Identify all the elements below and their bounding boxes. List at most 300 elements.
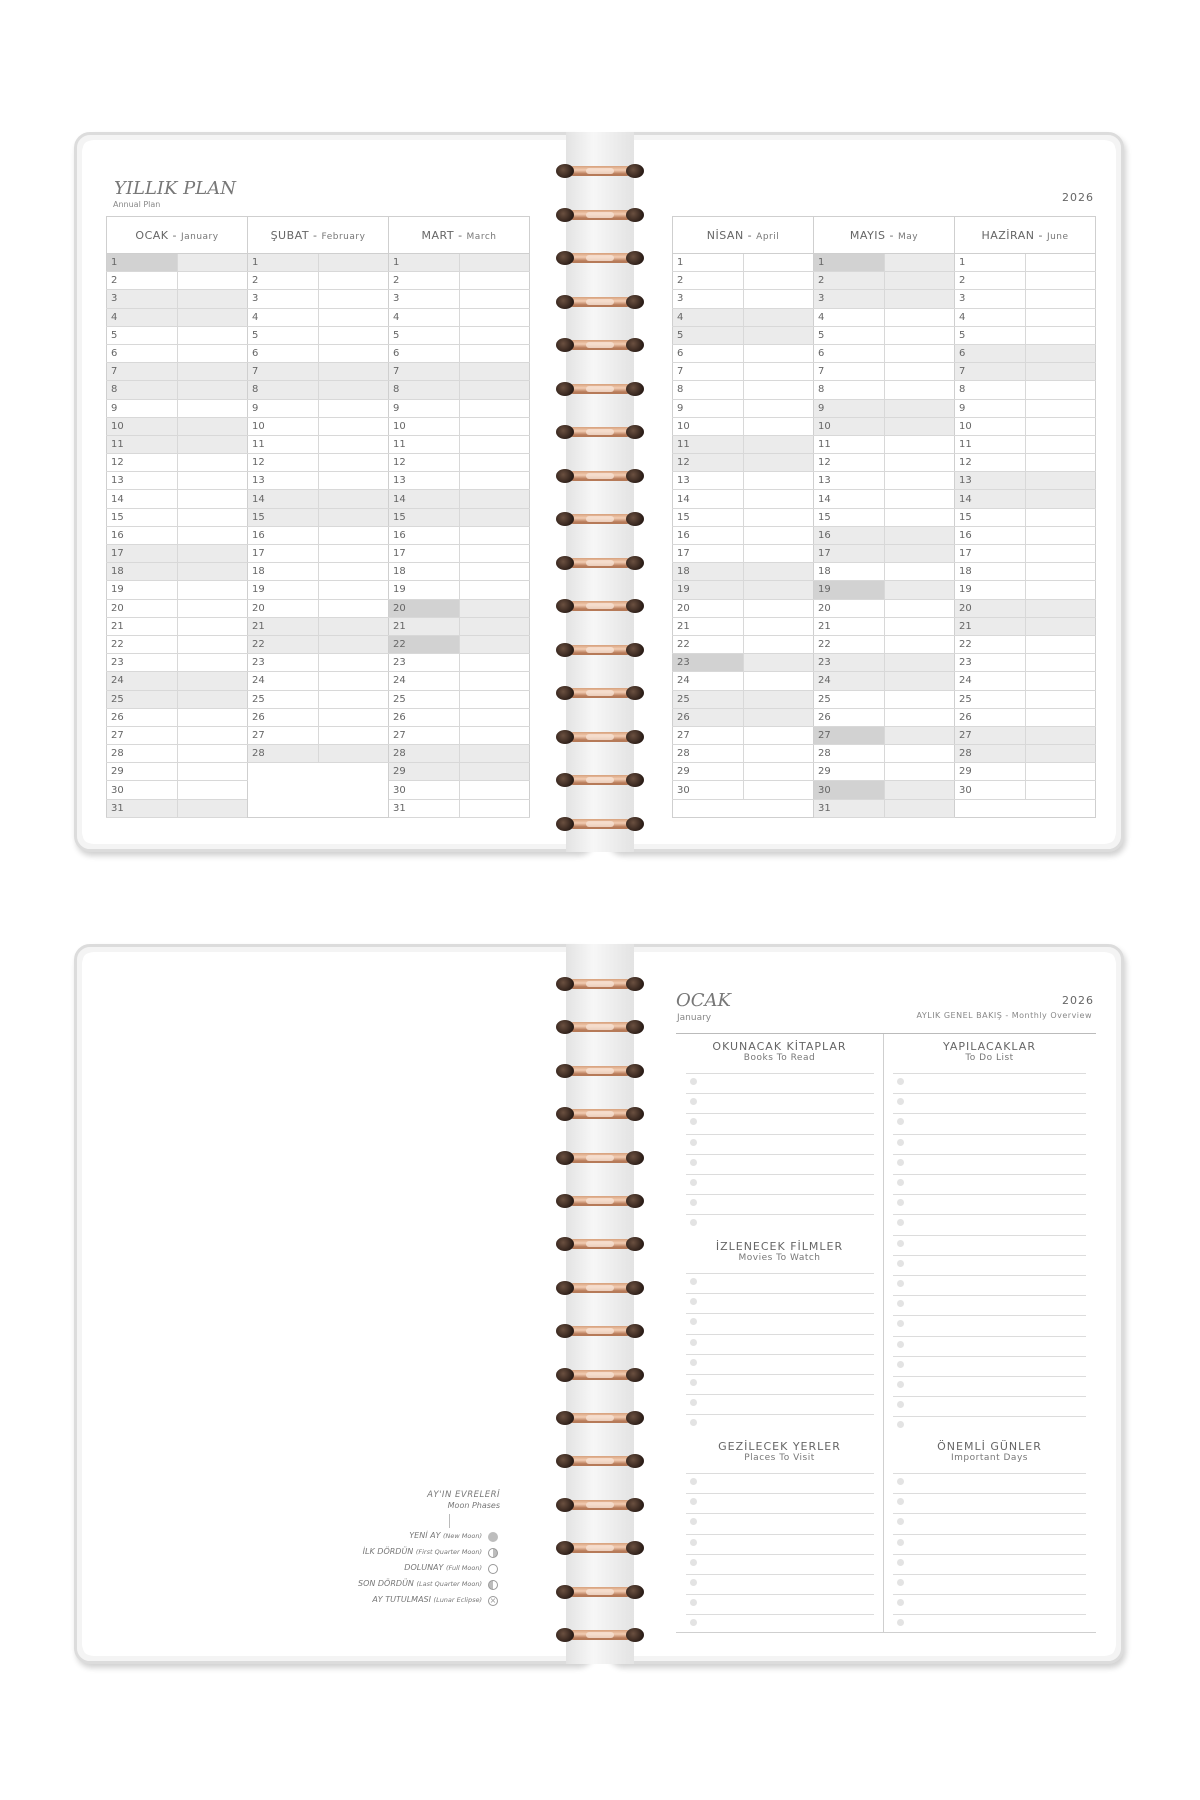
day-cell[interactable] — [459, 381, 530, 399]
day-cell[interactable] — [884, 272, 955, 290]
day-cell[interactable] — [884, 435, 955, 453]
day-cell[interactable] — [743, 581, 814, 599]
day-number: 19 — [389, 581, 460, 599]
day-number: 1 — [107, 254, 178, 272]
day-cell[interactable] — [459, 672, 530, 690]
day-cell[interactable] — [1025, 308, 1096, 326]
day-cell[interactable] — [459, 617, 530, 635]
day-number: 13 — [673, 472, 744, 490]
day-cell[interactable] — [318, 690, 389, 708]
binding-ring — [556, 1539, 644, 1557]
writing-line[interactable] — [686, 1394, 874, 1395]
day-cell[interactable] — [177, 635, 248, 653]
binding-ring — [556, 975, 644, 993]
month-name-tr: MAYIS — [849, 228, 886, 242]
day-cell[interactable] — [1025, 763, 1096, 781]
writing-line[interactable] — [893, 1093, 1086, 1094]
bottom-rule — [676, 1632, 1096, 1633]
section-title: GEZİLECEK YERLER — [718, 1440, 841, 1453]
day-number: 12 — [814, 454, 885, 472]
day-number: 1 — [389, 254, 460, 272]
day-cell[interactable] — [177, 454, 248, 472]
day-cell[interactable] — [177, 290, 248, 308]
writing-line[interactable] — [893, 1134, 1086, 1135]
day-cell[interactable] — [177, 381, 248, 399]
day-cell[interactable] — [459, 508, 530, 526]
writing-line[interactable] — [686, 1093, 874, 1094]
writing-line[interactable] — [686, 1493, 874, 1494]
section-subtitle: Important Days — [951, 1453, 1028, 1463]
day-number: 4 — [673, 308, 744, 326]
writing-line[interactable] — [893, 1614, 1086, 1615]
day-cell[interactable] — [318, 272, 389, 290]
day-cell[interactable] — [459, 726, 530, 744]
day-cell[interactable] — [743, 690, 814, 708]
day-cell[interactable] — [459, 308, 530, 326]
writing-line[interactable] — [686, 1134, 874, 1135]
day-cell[interactable] — [177, 708, 248, 726]
day-number: 26 — [673, 708, 744, 726]
day-cell[interactable] — [884, 708, 955, 726]
day-cell[interactable] — [743, 381, 814, 399]
day-cell[interactable] — [743, 344, 814, 362]
day-cell[interactable] — [318, 581, 389, 599]
day-cell[interactable] — [884, 381, 955, 399]
binding-ring — [556, 554, 644, 572]
day-cell[interactable] — [743, 599, 814, 617]
writing-line[interactable] — [893, 1275, 1086, 1276]
day-cell[interactable] — [1025, 745, 1096, 763]
to-do-list-heading — [883, 1040, 1096, 1063]
day-cell[interactable] — [743, 326, 814, 344]
day-cell[interactable] — [884, 672, 955, 690]
day-cell[interactable] — [459, 326, 530, 344]
day-cell[interactable] — [459, 799, 530, 817]
day-cell[interactable] — [1025, 344, 1096, 362]
day-cell[interactable] — [459, 690, 530, 708]
writing-line[interactable] — [686, 1513, 874, 1514]
day-cell[interactable] — [1025, 526, 1096, 544]
day-cell[interactable] — [177, 490, 248, 508]
day-cell[interactable] — [318, 745, 389, 763]
day-cell[interactable] — [884, 490, 955, 508]
day-number: 31 — [389, 799, 460, 817]
day-cell[interactable] — [884, 763, 955, 781]
day-cell[interactable] — [884, 508, 955, 526]
day-cell[interactable] — [177, 672, 248, 690]
day-cell[interactable] — [743, 290, 814, 308]
day-cell[interactable] — [459, 399, 530, 417]
day-cell[interactable] — [743, 763, 814, 781]
day-cell[interactable] — [743, 254, 814, 272]
year-label: 2026 — [1062, 191, 1094, 204]
day-cell[interactable] — [318, 381, 389, 399]
day-number: 5 — [389, 326, 460, 344]
day-number: 3 — [248, 290, 319, 308]
day-cell[interactable] — [318, 344, 389, 362]
day-cell[interactable] — [884, 472, 955, 490]
day-cell[interactable] — [318, 563, 389, 581]
writing-line[interactable] — [893, 1574, 1086, 1575]
day-cell[interactable] — [1025, 672, 1096, 690]
writing-line[interactable] — [686, 1534, 874, 1535]
writing-line[interactable] — [893, 1396, 1086, 1397]
day-cell[interactable] — [459, 745, 530, 763]
day-number: 25 — [389, 690, 460, 708]
day-cell[interactable] — [884, 726, 955, 744]
day-cell[interactable] — [1025, 417, 1096, 435]
day-cell[interactable] — [318, 708, 389, 726]
moon-phase-item — [409, 1531, 482, 1540]
day-cell[interactable] — [318, 635, 389, 653]
day-cell[interactable] — [318, 490, 389, 508]
day-cell[interactable] — [1025, 454, 1096, 472]
day-cell[interactable] — [177, 799, 248, 817]
day-cell[interactable] — [1025, 290, 1096, 308]
day-cell[interactable] — [459, 272, 530, 290]
day-cell[interactable] — [743, 472, 814, 490]
day-cell[interactable] — [1025, 381, 1096, 399]
day-number: 28 — [955, 745, 1026, 763]
day-number: 26 — [248, 708, 319, 726]
day-number: 27 — [248, 726, 319, 744]
day-cell[interactable] — [1025, 326, 1096, 344]
day-cell[interactable] — [884, 635, 955, 653]
day-cell[interactable] — [743, 399, 814, 417]
writing-line[interactable] — [686, 1374, 874, 1375]
day-cell[interactable] — [743, 545, 814, 563]
day-cell[interactable] — [743, 363, 814, 381]
day-cell[interactable] — [743, 726, 814, 744]
day-cell[interactable] — [1025, 490, 1096, 508]
writing-line[interactable] — [686, 1554, 874, 1555]
day-cell[interactable] — [743, 635, 814, 653]
writing-line[interactable] — [893, 1493, 1086, 1494]
day-cell[interactable] — [318, 435, 389, 453]
day-cell[interactable] — [459, 599, 530, 617]
writing-line[interactable] — [893, 1534, 1086, 1535]
day-cell[interactable] — [1025, 617, 1096, 635]
writing-line[interactable] — [893, 1554, 1086, 1555]
day-cell[interactable] — [459, 417, 530, 435]
writing-line[interactable] — [686, 1194, 874, 1195]
day-number: 13 — [107, 472, 178, 490]
writing-line[interactable] — [893, 1214, 1086, 1215]
day-cell[interactable] — [459, 472, 530, 490]
day-cell[interactable] — [1025, 472, 1096, 490]
writing-line[interactable] — [686, 1594, 874, 1595]
day-cell[interactable] — [459, 344, 530, 362]
day-cell[interactable] — [1025, 726, 1096, 744]
day-cell[interactable] — [318, 599, 389, 617]
day-cell[interactable] — [743, 417, 814, 435]
writing-line[interactable] — [686, 1154, 874, 1155]
day-cell[interactable] — [884, 363, 955, 381]
writing-line[interactable] — [893, 1154, 1086, 1155]
day-cell[interactable] — [884, 599, 955, 617]
day-cell[interactable] — [743, 454, 814, 472]
day-cell[interactable] — [884, 308, 955, 326]
bullet-dot — [690, 1478, 697, 1485]
day-cell[interactable] — [1025, 635, 1096, 653]
day-cell[interactable] — [177, 308, 248, 326]
day-cell[interactable] — [177, 399, 248, 417]
day-number: 12 — [248, 454, 319, 472]
day-cell[interactable] — [177, 417, 248, 435]
day-cell[interactable] — [1025, 545, 1096, 563]
day-cell[interactable] — [459, 435, 530, 453]
day-cell[interactable] — [1025, 654, 1096, 672]
day-cell[interactable] — [177, 781, 248, 799]
writing-line[interactable] — [686, 1214, 874, 1215]
day-cell[interactable] — [459, 363, 530, 381]
day-number: 17 — [673, 545, 744, 563]
day-cell[interactable] — [459, 581, 530, 599]
day-cell[interactable] — [318, 308, 389, 326]
day-cell[interactable] — [318, 545, 389, 563]
day-cell[interactable] — [884, 799, 955, 817]
month-header: HAZİRAN - June — [955, 217, 1096, 254]
day-cell[interactable] — [1025, 363, 1096, 381]
day-number: 20 — [814, 599, 885, 617]
day-cell[interactable] — [884, 454, 955, 472]
day-cell[interactable] — [743, 617, 814, 635]
day-cell[interactable] — [177, 617, 248, 635]
day-cell[interactable] — [177, 344, 248, 362]
section-subtitle: Places To Visit — [744, 1453, 815, 1463]
day-cell[interactable] — [459, 563, 530, 581]
day-cell[interactable] — [459, 254, 530, 272]
writing-line[interactable] — [686, 1174, 874, 1175]
bullet-dot — [690, 1539, 697, 1546]
bullet-dot — [897, 1159, 904, 1166]
day-cell[interactable] — [177, 563, 248, 581]
day-cell[interactable] — [177, 654, 248, 672]
day-cell[interactable] — [743, 526, 814, 544]
day-number: 14 — [673, 490, 744, 508]
day-cell[interactable] — [177, 726, 248, 744]
day-cell[interactable] — [743, 563, 814, 581]
day-number: 2 — [673, 272, 744, 290]
day-number: 6 — [107, 344, 178, 362]
day-number: 8 — [814, 381, 885, 399]
day-cell[interactable] — [743, 490, 814, 508]
day-cell[interactable] — [318, 726, 389, 744]
day-cell[interactable] — [884, 563, 955, 581]
day-number: 4 — [248, 308, 319, 326]
writing-line[interactable] — [686, 1354, 874, 1355]
day-cell[interactable] — [318, 472, 389, 490]
day-number: 16 — [673, 526, 744, 544]
writing-line[interactable] — [686, 1273, 874, 1274]
day-number: 23 — [389, 654, 460, 672]
writing-line[interactable] — [686, 1414, 874, 1415]
binding-ring — [556, 1322, 644, 1340]
day-cell[interactable] — [318, 363, 389, 381]
section-title: İZLENECEK FİLMLER — [715, 1240, 844, 1253]
day-cell[interactable] — [743, 708, 814, 726]
day-number: 14 — [107, 490, 178, 508]
day-cell[interactable] — [884, 745, 955, 763]
day-cell[interactable] — [1025, 781, 1096, 799]
day-cell[interactable] — [1025, 563, 1096, 581]
day-cell[interactable] — [318, 672, 389, 690]
day-number: 28 — [389, 745, 460, 763]
writing-line[interactable] — [686, 1313, 874, 1314]
day-cell[interactable] — [318, 617, 389, 635]
writing-line[interactable] — [893, 1235, 1086, 1236]
day-cell[interactable] — [459, 635, 530, 653]
day-cell[interactable] — [1025, 272, 1096, 290]
day-number: 20 — [389, 599, 460, 617]
day-cell[interactable] — [318, 508, 389, 526]
day-cell[interactable] — [1025, 508, 1096, 526]
day-cell[interactable] — [177, 472, 248, 490]
writing-line[interactable] — [893, 1194, 1086, 1195]
day-cell[interactable] — [177, 526, 248, 544]
writing-line[interactable] — [893, 1336, 1086, 1337]
day-cell[interactable] — [318, 326, 389, 344]
binding-ring — [556, 815, 644, 833]
day-cell[interactable] — [743, 672, 814, 690]
day-cell[interactable] — [318, 290, 389, 308]
day-cell[interactable] — [743, 781, 814, 799]
day-cell[interactable] — [1025, 690, 1096, 708]
writing-line[interactable] — [893, 1315, 1086, 1316]
day-cell[interactable] — [318, 399, 389, 417]
day-cell[interactable] — [177, 272, 248, 290]
day-cell[interactable] — [459, 654, 530, 672]
writing-line[interactable] — [686, 1334, 874, 1335]
day-cell[interactable] — [459, 454, 530, 472]
writing-line[interactable] — [893, 1416, 1086, 1417]
day-cell[interactable] — [318, 654, 389, 672]
day-number: 23 — [955, 654, 1026, 672]
writing-line[interactable] — [893, 1356, 1086, 1357]
day-cell[interactable] — [177, 435, 248, 453]
writing-line[interactable] — [893, 1473, 1086, 1474]
day-number: 23 — [673, 654, 744, 672]
day-number: 18 — [389, 563, 460, 581]
day-cell[interactable] — [884, 326, 955, 344]
day-cell[interactable] — [177, 763, 248, 781]
places-to-visit-heading — [676, 1440, 883, 1463]
day-cell[interactable] — [743, 272, 814, 290]
day-number: 18 — [955, 563, 1026, 581]
day-cell[interactable] — [459, 763, 530, 781]
day-cell[interactable] — [459, 708, 530, 726]
day-cell[interactable] — [743, 308, 814, 326]
writing-line[interactable] — [893, 1174, 1086, 1175]
writing-line[interactable] — [686, 1293, 874, 1294]
day-cell[interactable] — [318, 454, 389, 472]
day-number: 22 — [248, 635, 319, 653]
writing-line[interactable] — [893, 1513, 1086, 1514]
day-cell[interactable] — [318, 417, 389, 435]
day-number: 23 — [814, 654, 885, 672]
bullet-dot — [897, 1280, 904, 1287]
day-cell[interactable] — [177, 326, 248, 344]
day-cell[interactable] — [884, 417, 955, 435]
binding-ring — [556, 1018, 644, 1036]
day-cell[interactable] — [459, 490, 530, 508]
writing-line[interactable] — [686, 1614, 874, 1615]
day-cell[interactable] — [1025, 399, 1096, 417]
day-cell[interactable] — [177, 363, 248, 381]
day-number: 15 — [814, 508, 885, 526]
day-number: 2 — [814, 272, 885, 290]
day-cell[interactable] — [177, 745, 248, 763]
day-cell[interactable] — [884, 781, 955, 799]
writing-line[interactable] — [686, 1574, 874, 1575]
day-cell[interactable] — [318, 526, 389, 544]
day-cell[interactable] — [884, 654, 955, 672]
day-cell[interactable] — [743, 435, 814, 453]
day-cell[interactable] — [1025, 254, 1096, 272]
day-cell[interactable] — [743, 508, 814, 526]
binding-ring — [556, 1062, 644, 1080]
full-moon-icon — [488, 1564, 498, 1574]
day-cell[interactable] — [884, 545, 955, 563]
writing-line[interactable] — [893, 1255, 1086, 1256]
writing-line[interactable] — [686, 1073, 874, 1074]
day-cell[interactable] — [884, 617, 955, 635]
writing-line[interactable] — [686, 1113, 874, 1114]
day-cell[interactable] — [1025, 435, 1096, 453]
day-cell[interactable] — [884, 526, 955, 544]
day-cell[interactable] — [177, 508, 248, 526]
day-cell[interactable] — [177, 254, 248, 272]
day-cell[interactable] — [177, 581, 248, 599]
day-number: 25 — [955, 690, 1026, 708]
day-number: 17 — [955, 545, 1026, 563]
day-cell[interactable] — [459, 781, 530, 799]
binding-ring — [556, 162, 644, 180]
day-cell[interactable] — [459, 545, 530, 563]
day-number: 1 — [814, 254, 885, 272]
day-cell[interactable] — [318, 254, 389, 272]
day-cell[interactable] — [884, 290, 955, 308]
day-number: 17 — [107, 545, 178, 563]
writing-line[interactable] — [893, 1113, 1086, 1114]
day-cell[interactable] — [884, 344, 955, 362]
day-cell[interactable] — [1025, 708, 1096, 726]
day-cell[interactable] — [884, 254, 955, 272]
day-cell[interactable] — [177, 599, 248, 617]
day-number: 22 — [955, 635, 1026, 653]
day-cell[interactable] — [743, 745, 814, 763]
writing-line[interactable] — [893, 1073, 1086, 1074]
day-cell[interactable] — [459, 290, 530, 308]
day-cell[interactable] — [459, 526, 530, 544]
day-cell[interactable] — [177, 545, 248, 563]
day-cell[interactable] — [884, 690, 955, 708]
binding-ring — [556, 728, 644, 746]
binding-ring — [556, 1105, 644, 1123]
day-cell[interactable] — [177, 690, 248, 708]
day-cell[interactable] — [884, 581, 955, 599]
writing-line[interactable] — [893, 1295, 1086, 1296]
day-number: 1 — [955, 254, 1026, 272]
day-cell[interactable] — [743, 654, 814, 672]
writing-line[interactable] — [686, 1473, 874, 1474]
day-cell[interactable] — [1025, 599, 1096, 617]
writing-line[interactable] — [893, 1594, 1086, 1595]
day-cell[interactable] — [1025, 581, 1096, 599]
day-cell[interactable] — [884, 399, 955, 417]
day-number: 24 — [955, 672, 1026, 690]
writing-line[interactable] — [893, 1376, 1086, 1377]
